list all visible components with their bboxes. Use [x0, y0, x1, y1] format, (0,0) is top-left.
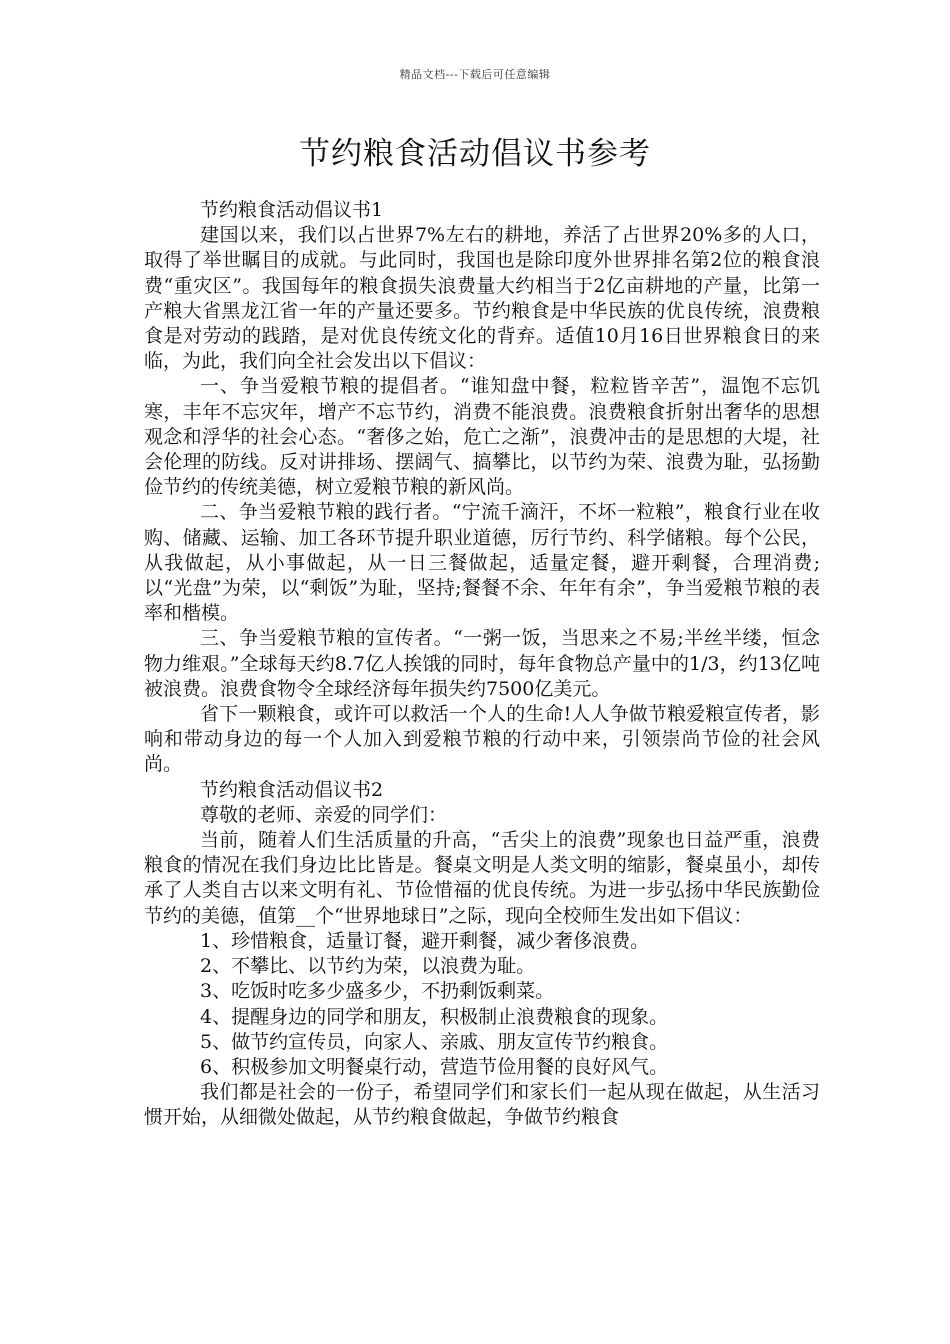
paragraph: 二、争当爱粮节粮的践行者。“宁流千滴汗，不坏一粒粮”，粮食行业在收购、储藏、运输、加工各环节提升职业道德，厉行节约、科学储粮。每个公民，从我做起，从小事做起，从一日三餐做起，适量定餐，避开剩餐，合理消费;以“光盘”为荣，以“剩饭”为耻，坚持;餐餐不余、年年有余”，争当爱粮节粮的表率和楷模。 [144, 501, 820, 625]
list-item: 1、珍惜粮食，适量订餐，避开剩餐，减少奢侈浪费。 [200, 929, 650, 952]
list-item: 4、提醒身边的同学和朋友，积极制止浪费粮食的现象。 [200, 1005, 669, 1028]
list-item: 3、吃饭时吃多少盛多少，不扔剩饭剩菜。 [200, 980, 555, 1003]
salutation: 尊敬的老师、亲爱的同学们： [200, 803, 448, 826]
list-item: 2、不攀比、以节约为荣，以浪费为耻。 [200, 955, 536, 978]
paragraph: 我们都是社会的一份子，希望同学们和家长们一起从现在做起，从生活习惯开始，从细微处做起，从节约粮食做起，争做节约粮食 [144, 1081, 820, 1129]
list-item: 5、做节约宣传员，向家人、亲戚、朋友宣传节约粮食。 [200, 1030, 669, 1053]
document-body [144, 198, 820, 1131]
paragraph: 省下一颗粮食，或许可以救活一个人的生命!人人争做节粮爱粮宣传者，影响和带动身边的每一个人加入到爱粮节粮的行动中来，引领崇尚节俭的社会风尚。 [144, 703, 820, 776]
paragraph-section-2-heading: 节约粮食活动倡议书2 [200, 778, 384, 801]
paragraph-section-1-heading: 节约粮食活动倡议书1 [200, 199, 384, 221]
document-title: 节约粮食活动倡议书参考 [299, 136, 651, 172]
page-header-note: 精品文档---下载后可任意编辑 [399, 68, 551, 81]
paragraph: 当前，随着人们生活质量的升高，“舌尖上的浪费”现象也日益严重，浪费粮食的情况在我们身边比比皆是。餐桌文明是人类文明的缩影，餐桌虽小，却传承了人类自古以来文明有礼、节俭惜福的优良传统。为进一步弘扬中华民族勤俭节约的美德，值第__个“世界地球日”之际，现向全校师生发出如下倡议： [144, 829, 820, 927]
paragraph: 一、争当爱粮节粮的提倡者。“谁知盘中餐，粒粒皆辛苦”，温饱不忘饥寒，丰年不忘灾年，增产不忘节约，消费不能浪费。浪费粮食折射出奢华的思想观念和浮华的社会心态。“奢侈之始，危亡之渐”，浪费冲击的是思想的大堤，社会伦理的防线。反对讲排场、摆阔气、搞攀比，以节约为荣、浪费为耻，弘扬勤俭节约的传统美德，树立爱粮节粮的新风尚。 [144, 375, 820, 499]
list-item: 6、积极参加文明餐桌行动，营造节俭用餐的良好风气。 [200, 1055, 669, 1078]
paragraph: 三、争当爱粮节粮的宣传者。“一粥一饭，当思来之不易;半丝半缕，恒念物力维艰。”全球每天约8.7亿人挨饿的同时，每年食物总产量中的1/3，约13亿吨被浪费。浪费食物令全球经济每年损失约7500亿美元。 [144, 627, 820, 700]
paragraph: 建国以来，我们以占世界7%左右的耕地，养活了占世界20%多的人口，取得了举世瞩目的成就。与此同时，我国也是除印度外世界排名第2位的粮食浪费“重灾区”。我国每年的粮食损失浪费量大约相当于2亿亩耕地的产量，比第一产粮大省黑龙江省一年的产量还要多。节约粮食是中华民族的优良传统，浪费粮食是对劳动的践踏，是对优良传统文化的背弃。适值10月16日世界粮食日的来临，为此，我们向全社会发出以下倡议： [144, 224, 820, 373]
